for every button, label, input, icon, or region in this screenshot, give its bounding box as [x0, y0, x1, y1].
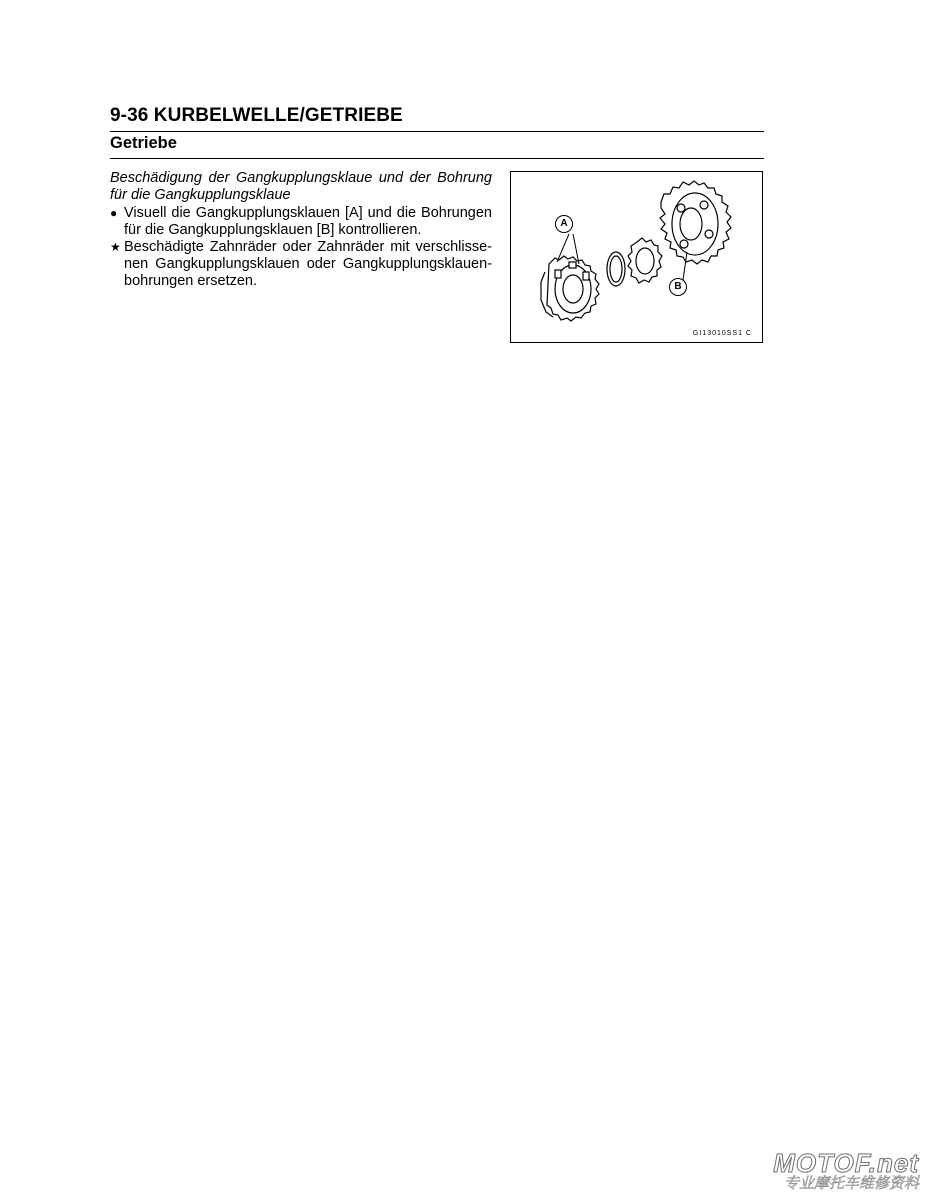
- watermark-tagline: 专业摩托车维修资料: [783, 1175, 919, 1192]
- star-icon: ★: [110, 240, 121, 254]
- list-item-text: Visuell die Gangkupplungsklauen [A] und die Bohrungen für die Gangkupplungsklauen [B] kontrollieren.: [124, 205, 492, 238]
- figure-code: GI13010SS1 C: [692, 330, 752, 337]
- splined-washer: [628, 238, 662, 283]
- bullet-icon: ●: [110, 206, 118, 220]
- page-title: 9-36 KURBELWELLE/GETRIEBE: [110, 105, 403, 126]
- callout-a: A: [555, 215, 573, 233]
- gear-illustration: [510, 171, 763, 343]
- subheading: Beschädigung der Gangkupplungsklaue und der Bohrung für die Gangkupplungsklaue: [110, 170, 492, 203]
- section-title: Getriebe: [110, 134, 177, 152]
- watermark: [754, 1150, 919, 1192]
- circlip: [607, 252, 625, 286]
- gear-a: [541, 256, 599, 321]
- section-header: [110, 134, 764, 159]
- gear-b: [660, 181, 731, 264]
- watermark-logo: MOTOF.net: [773, 1148, 919, 1178]
- page-header: [110, 105, 764, 132]
- list-item: [110, 205, 492, 239]
- list-item-text: Beschädigte Zahnräder oder Zahnräder mit verschlisse-nen Gangkupplungsklauen oder Gangkupplungsklauen-bohrungen ersetzen.: [124, 239, 492, 289]
- content-column: [110, 170, 492, 290]
- gear-drawing: [511, 172, 762, 342]
- list-item: [110, 239, 492, 290]
- callout-b: B: [669, 278, 687, 296]
